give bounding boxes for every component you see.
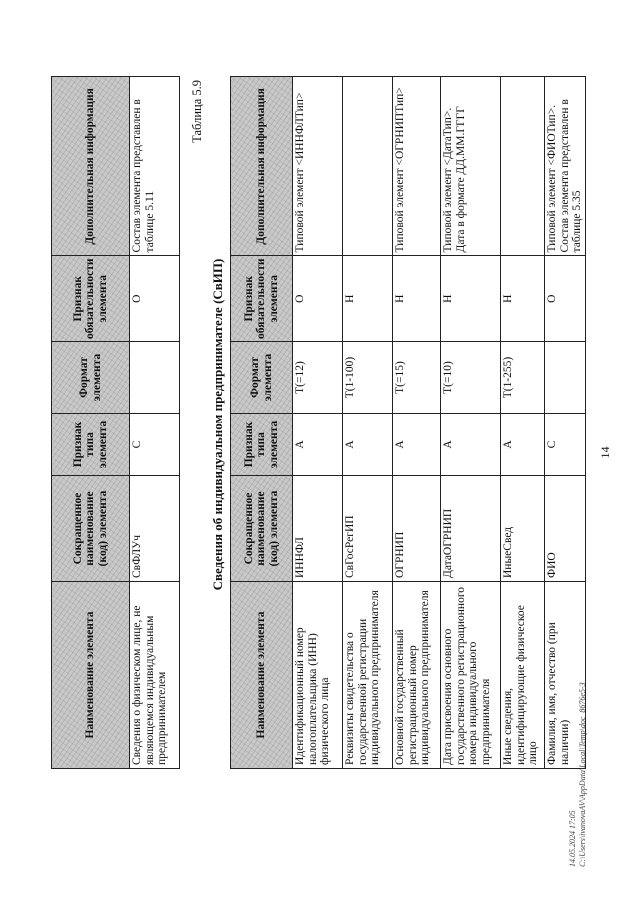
header-additional-info: Дополнительная информация: [52, 77, 130, 256]
cell-additional-info: Типовой элемент <ИННФЛТип>: [293, 77, 343, 256]
header-element-required: Признак обязательности элемента: [231, 256, 293, 342]
page-number: 14: [598, 446, 612, 459]
cell-element-name: Основной государственный регистрационный номер индивидуального предпринимателя: [393, 582, 441, 769]
cell-element-type: А: [501, 414, 545, 476]
table-row: [130, 77, 180, 769]
table2-header-row: [231, 77, 293, 769]
header-element-code: Сокращенное наименование (код) элемента: [231, 476, 293, 582]
header-element-name: Наименование элемента: [52, 582, 130, 769]
header-additional-info: Дополнительная информация: [231, 77, 293, 256]
cell-additional-info: Состав элемента представлен в таблице 5.11: [130, 77, 180, 256]
cell-element-format: Т(=15): [393, 342, 441, 414]
cell-element-name: Фамилия, имя, отчество (при наличии): [545, 582, 586, 769]
cell-additional-info: Типовой элемент <ДатаТип>. Дата в формате ДД.ММ.ГГГГ: [441, 77, 501, 256]
header-element-format: Формат элемента: [231, 342, 293, 414]
cell-element-code: СвГосРегИП: [343, 476, 393, 582]
cell-element-code: ФИО: [545, 476, 586, 582]
stamp-date: 14.05.2024 17:05: [568, 810, 577, 867]
cell-element-format: [130, 342, 180, 414]
cell-element-type: С: [130, 414, 180, 476]
cell-element-format: Т(1-100): [343, 342, 393, 414]
cell-element-type: А: [343, 414, 393, 476]
element-table-svip: [230, 76, 586, 769]
table-row: [545, 77, 586, 769]
cell-element-code: ДатаОГРНИП: [441, 476, 501, 582]
cell-element-format: Т(1-255): [501, 342, 545, 414]
cell-element-format: Т(=10): [441, 342, 501, 414]
header-element-type: Признак типа элемента: [52, 414, 130, 476]
cell-element-required: О: [130, 256, 180, 342]
cell-element-required: Н: [441, 256, 501, 342]
stamp-path: C:\Users\ivanovaAV\AppData\Local\Temp\doc_8676e5-3: [578, 682, 587, 867]
table-title: Сведения об индивидуальном предпринимателе (СвИП): [210, 258, 225, 591]
table-row: [441, 77, 501, 769]
cell-element-name: Идентификационный номер налогоплательщика (ИНН) физического лица: [293, 582, 343, 769]
table-row: [393, 77, 441, 769]
table1-header-row: [52, 77, 130, 769]
cell-additional-info: Типовой элемент <ОГРНИПТип>: [393, 77, 441, 256]
cell-element-type: А: [441, 414, 501, 476]
cell-element-type: С: [545, 414, 586, 476]
header-element-format: Формат элемента: [52, 342, 130, 414]
table-row: [501, 77, 545, 769]
cell-element-code: ИННФЛ: [293, 476, 343, 582]
cell-element-name: Реквизиты свидетельства о государственной регистрации индивидуального предпринимателя: [343, 582, 393, 769]
cell-element-format: [545, 342, 586, 414]
header-element-code: Сокращенное наименование (код) элемента: [52, 476, 130, 582]
cell-element-name: Дата присвоения основного государственного регистрационного номера индивидуального предпринимателя: [441, 582, 501, 769]
table-row: [293, 77, 343, 769]
cell-element-type: А: [393, 414, 441, 476]
print-stamp: [568, 682, 588, 867]
cell-element-code: ОГРНИП: [393, 476, 441, 582]
table-row: [343, 77, 393, 769]
cell-element-required: Н: [393, 256, 441, 342]
cell-element-required: Н: [343, 256, 393, 342]
cell-element-name: Иные сведения, идентифицирующие физическое лицо: [501, 582, 545, 769]
cell-additional-info: [501, 77, 545, 256]
header-element-name: Наименование элемента: [231, 582, 293, 769]
cell-element-format: Т(=12): [293, 342, 343, 414]
cell-element-name: Сведения о физическом лице, не являющемся индивидуальным предпринимателем: [130, 582, 180, 769]
cell-element-required: О: [545, 256, 586, 342]
cell-additional-info: [343, 77, 393, 256]
table-caption: Таблица 5.9: [190, 80, 204, 143]
cell-element-type: А: [293, 414, 343, 476]
cell-element-required: О: [293, 256, 343, 342]
header-element-type: Признак типа элемента: [231, 414, 293, 476]
cell-element-required: Н: [501, 256, 545, 342]
cell-additional-info: Типовой элемент <ФИОТип>. Состав элемента представлен в таблице 5.35: [545, 77, 586, 256]
element-table-top: [51, 76, 180, 769]
cell-element-code: СвФЛУч: [130, 476, 180, 582]
header-element-required: Признак обязательности элемента: [52, 256, 130, 342]
cell-element-code: ИныеСвед: [501, 476, 545, 582]
